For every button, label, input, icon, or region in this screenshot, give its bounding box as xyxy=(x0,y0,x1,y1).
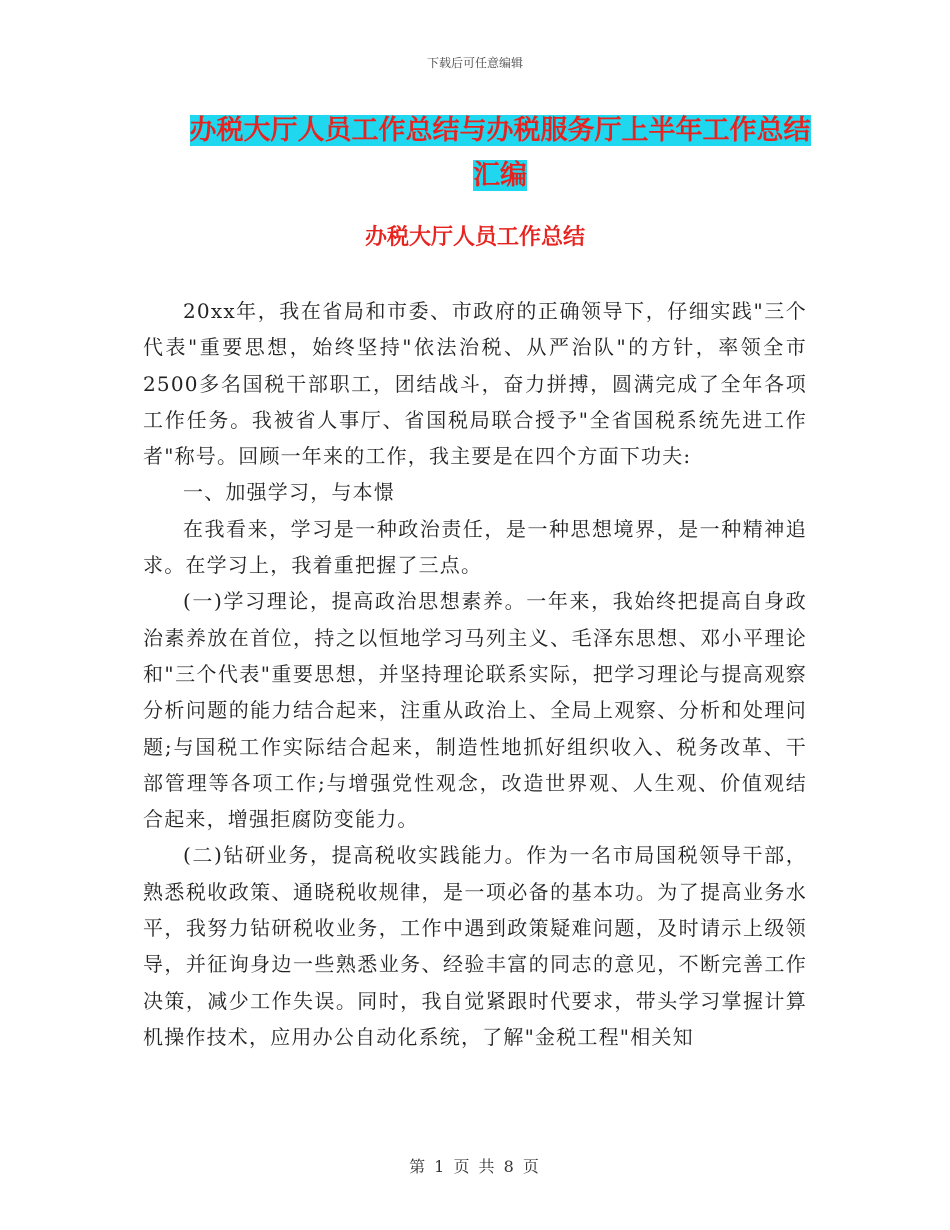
paragraph-learning: 在我看来，学习是一种政治责任，是一种思想境界，是一种精神追求。在学习上，我着重把握了三点。 xyxy=(143,516,807,578)
section-title: 办税大厅人员工作总结 xyxy=(364,224,585,250)
paragraph-business: (二)钻研业务，提高税收实践能力。作为一名市局国税领导干部，熟悉税收政策、通晓税收规律，是一项必备的基本功。为了提高业务水平，我努力钻研税收业务，工作中遇到政策疑难问题，及时请示上级领导，并征询身边一些熟悉业务、经验丰富的同志的意见，不断完善工作决策，减少工作失误。同时，我自觉紧跟时代要求，带头学习掌握计算机操作技术，应用办公自动化系统，了解"金税工程"相关知 xyxy=(143,843,807,1049)
title-line-1: 办税大厅人员工作总结与办税服务厅上半年工作总结 xyxy=(189,115,811,146)
heading-point-one: 一、加强学习，与本憬 xyxy=(183,480,395,505)
paragraph-intro: 20xx年，我在省局和市委、市政府的正确领导下，仔细实践"三个代表"重要思想，始终坚持"依法治税、从严治队"的方针，率领全市2500多名国税干部职工，团结战斗，奋力拼搏，圆满完成了全年各项工作任务。我被省人事厅、省国税局联合授予"全省国税系统先进工作者"称号。回顾一年来的工作，我主要是在四个方面下功夫: xyxy=(143,299,807,469)
document-body xyxy=(143,293,807,1055)
page-footer: 第 1 页 共 8 页 xyxy=(409,1157,541,1176)
paragraph-theory: (一)学习理论，提高政治思想素养。一年来，我始终把提高自身政治素养放在首位，持之以恒地学习马列主义、毛泽东思想、邓小平理论和"三个代表"重要思想，并坚持理论联系实际，把学习理论与提高观察分析问题的能力结合起来，注重从政治上、全局上观察、分析和处理问题;与国税工作实际结合起来，制造性地抓好组织收入、税务改革、干部管理等各项工作;与增强党性观念，改造世界观、人生观、价值观结合起来，增强拒腐防变能力。 xyxy=(143,589,807,832)
document-title xyxy=(180,108,820,198)
header-note: 下载后可任意编辑 xyxy=(426,56,523,70)
title-line-2: 汇编 xyxy=(473,160,527,191)
